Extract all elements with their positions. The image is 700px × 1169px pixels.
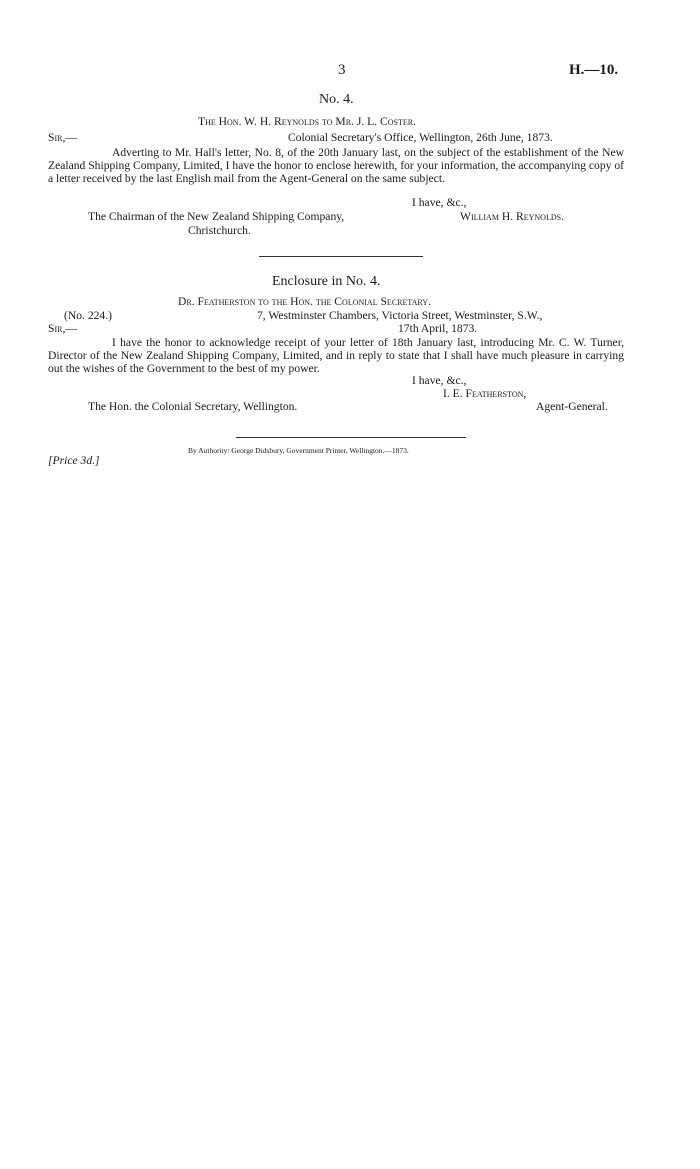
enclosure-salutation: Sir,—	[48, 322, 77, 335]
enclosure-body	[48, 336, 624, 375]
salutation: Sir,—	[48, 131, 77, 144]
enclosure-ref-no: (No. 224.)	[64, 309, 112, 322]
signature: William H. Reynolds.	[460, 210, 564, 223]
letter-body	[48, 146, 624, 185]
recipient-line-1: The Chairman of the New Zealand Shipping Company,	[88, 210, 345, 223]
enclosure-body-text: I have the honor to acknowledge receipt of your letter of 18th January last, introducing Mr. C. W. Turner, Director of the New Zealand Shipping Company, Limited, and in reply to state that I shall have much pleasure in carrying out the wishes of the Government to the best of my power.	[48, 336, 624, 375]
document-code: H.—10.	[569, 62, 619, 78]
enclosure-signature: I. E. Featherston,	[443, 387, 527, 400]
section-divider	[259, 256, 423, 257]
page-number: 3	[338, 62, 346, 78]
letter-number: No. 4.	[319, 92, 354, 107]
letter-title: The Hon. W. H. Reynolds to Mr. J. L. Coster.	[198, 115, 416, 128]
address-date: Colonial Secretary's Office, Wellington, 26th June, 1873.	[288, 131, 553, 144]
enclosure-address: 7, Westminster Chambers, Victoria Street, Westminster, S.W.,	[257, 309, 543, 322]
enclosure-title: Dr. Featherston to the Hon. the Colonial Secretary.	[178, 295, 431, 308]
enclosure-heading: Enclosure in No. 4.	[272, 274, 381, 289]
printer-authority: By Authority: George Didsbury, Government Printer, Wellington.—1873.	[188, 446, 409, 455]
enclosure-recipient: The Hon. the Colonial Secretary, Wellington.	[88, 400, 298, 413]
price-label: [Price 3d.]	[48, 454, 100, 467]
enclosure-date: 17th April, 1873.	[398, 322, 478, 335]
letter-body-text: Adverting to Mr. Hall's letter, No. 8, of the 20th January last, on the subject of the establishment of the New Zealand Shipping Company, Limited, I have the honor to enclose herewith, for your information, the accompanying copy of a letter received by the last English mail from the Agent-General on the same subject.	[48, 146, 624, 185]
recipient-line-2: Christchurch.	[188, 224, 251, 237]
letter-closing: I have, &c.,	[412, 196, 467, 209]
enclosure-closing: I have, &c.,	[412, 374, 467, 387]
enclosure-signature-title: Agent-General.	[536, 400, 608, 413]
footer-rule	[236, 437, 466, 438]
